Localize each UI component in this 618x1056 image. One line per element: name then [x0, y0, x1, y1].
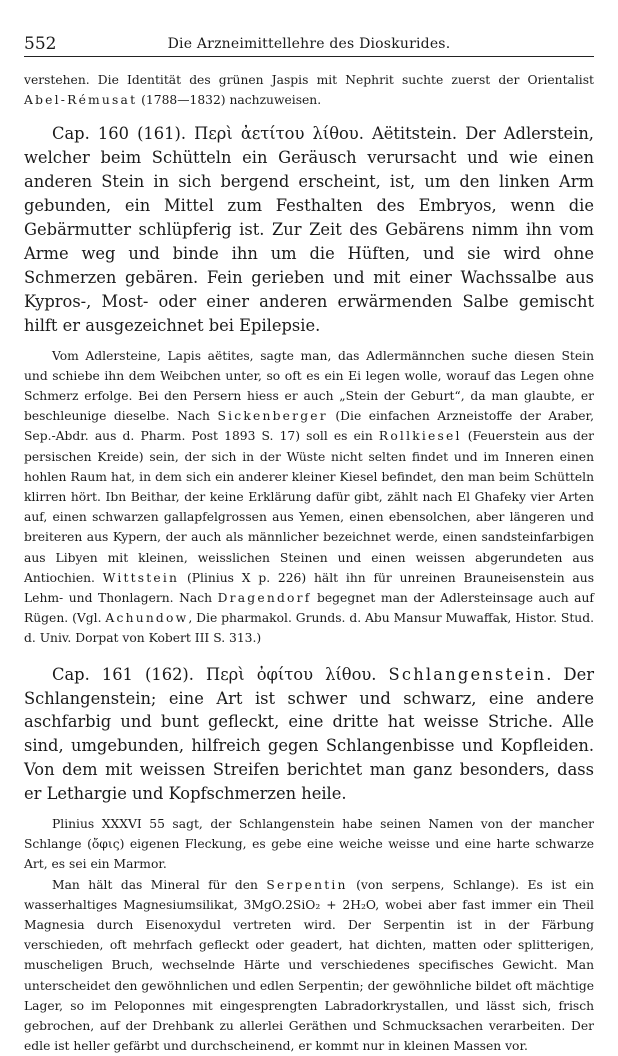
intro-paragraph — [24, 70, 594, 110]
note-text: Man hält das Mineral für den — [52, 877, 267, 892]
intro-name: Abel-Rémusat — [24, 93, 138, 108]
author-name: Wittstein — [102, 570, 180, 585]
note-161-a: Plinius XXXVI 55 sagt, der Schlangenstein habe seinen Namen von der mancher Schlange (ὄφις) eigenen Fleckung, es gebe eine weiche weisse und eine harte schwarze Art, es sei ein Marmor. — [24, 817, 594, 872]
intro-text: verstehen. Die Identität des grünen Jaspis mit Nephrit suchte zuerst der Orientalist — [24, 73, 594, 87]
chapter-160: Cap. 160 (161). Περὶ ἀετίτου λίθου. Aëtitstein. Der Adlerstein, welcher beim Schütteln ein Geräusch verursacht und wie einen anderen Stein in sich bergend erscheint, ist, um den linken Arm gebunden, ein Mittel zum Festhalten des Embryos, wenn die Gebärmutter schlüpferig ist. Zur Zeit des Gebärens nimm ihn vom Arme weg und binde ihn um die Hüften, und sie wird ohne Schmerzen gebären. Fein gerieben und mit einer Wachssalbe aus Kypros-, Most- oder einer anderen erwärmenden Salbe gemischt hilft er ausgezeichnet bei Epilepsie. — [24, 124, 594, 335]
note-text: Vom Adlersteine, Lapis aëtites, sagte man, das Adlermännchen suche diesen Stein und schiebe ihn dem Weibchen unter, so oft es ein Ei legen wolle, worauf das Legen ohne Schmerz erfolge. Bei den Persern hiess er auch „Stein der Geburt“, da man glaubte, er beschleunige dieselbe. Nach — [24, 348, 594, 424]
note-text: (Die einfachen Arzneistoffe der Araber, Sep.-Abdr. aus d. Pharm. Post 1893 S. 17) soll es ein — [24, 409, 594, 444]
page-number: 552 — [24, 34, 57, 54]
running-title: Die Arzneimittellehre des Dioskurides. — [167, 36, 451, 52]
note-text: (Plinius X p. 226) hält ihn für unreinen Brauneisenstein aus Lehm- und Thonlagern. Nach — [24, 570, 594, 605]
page-header — [24, 34, 594, 57]
note-text: (von serpens, Schlange). Es ist ein wasserhaltiges Magnesiumsilikat, 3MgO.2SiO₂ + 2H₂O, wobei aber fast immer ein Theil Magnesia durch Eisenoxydul vertreten wird. Der Serpentin ist in der Färbung verschieden, oft mehrfach gefleckt oder geadert, hat dichten, matten oder splitterigen, muscheligen Bruch, wechselnde Härte und verschiedenes specifisches Gewicht. Man unterscheidet den gewöhnlichen und edlen Serpentin; der gewöhnliche bildet oft mächtige Lager, so im Peloponnes mit eingesprengten Labradorkrystallen, und lässt sich, frisch gebrochen, auf der Drehbank zu allerlei Geräthen und Schmucksachen verarbeiten. Der edle ist heller gefärbt und durchscheinend, er kommt nur in kleinen Massen vor. — [24, 877, 594, 1054]
note-160 — [24, 346, 594, 649]
stone-name: Schlangenstein — [388, 664, 547, 684]
mineral-name: Serpentin — [266, 877, 348, 892]
author-name: Achundow — [105, 611, 189, 626]
chapter-text: Cap. 161 (162). Περὶ ὀφίτου λίθου. — [52, 664, 389, 684]
chapter-text: . Der Schlangenstein; eine Art ist schwer und schwarz, eine andere aschfarbig und bunt gefleckt, eine dritte hat weisse Striche. Alle sind, umgebunden, hilfreich gegen Schlangenbisse und Kopfleiden. Von dem mit weissen Streifen berichtet man ganz besonders, dass er Lethargie und Kopfschmerzen heile. — [24, 664, 594, 804]
mineral-name: Rollkiesel — [378, 429, 462, 444]
note-text: begegnet man der Adlersteinsage auch auf Rügen. (Vgl. — [24, 591, 594, 626]
author-name: Sickenberger — [217, 409, 328, 424]
note-161-b — [24, 875, 594, 1056]
intro-text-end: (1788—1832) nachzuweisen. — [137, 93, 322, 108]
note-text: (Feuerstein aus der persischen Kreide) sein, der sich in der Wüste nicht selten findet und im Inneren einen hohlen Raum hat, in dem sich ein anderer kleiner Kiesel befindet, den man beim Schütteln klirren hört. Ibn Beithar, der keine Erklärung dafür gibt, zählt nach El Ghafeky vier Arten auf, einen schwarzen gallapfelgrossen aus Yemen, einen ebensolchen, aber längeren und breiteren aus Kypern, der auch als männlicher bezeichnet werde, einen sandsteinfarbigen aus Libyen mit kleinen, weisslichen Steinen und einen weissen abgerundeten aus Antiochien. — [24, 429, 594, 585]
note-text: , Die pharmakol. Grunds. d. Abu Mansur Muwaffak, Histor. Stud. d. Univ. Dorpat von Kobert III S. 313.) — [24, 611, 594, 646]
page-body — [24, 70, 594, 1056]
chapter-161 — [24, 663, 594, 806]
author-name: Dragendorf — [217, 591, 312, 605]
